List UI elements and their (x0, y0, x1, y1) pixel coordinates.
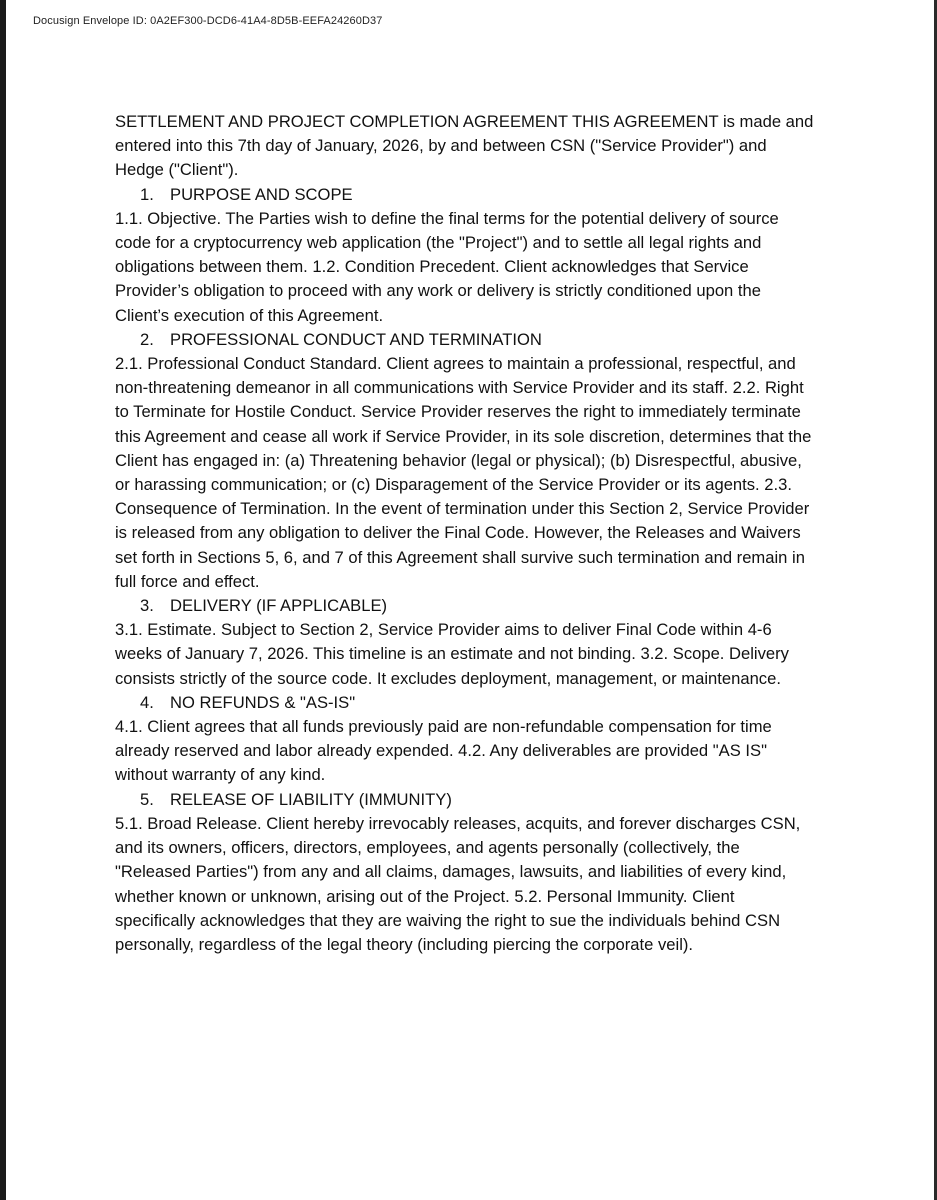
section-heading (115, 183, 815, 207)
envelope-id: Docusign Envelope ID: 0A2EF300-DCD6-41A4-8D5B-EEFA24260D37 (33, 15, 383, 27)
page-left-border (0, 0, 6, 1200)
section-body: 1.1. Objective. The Parties wish to define the final terms for the potential delivery of source code for a cryptocurrency web application (the "Project") and to settle all legal rights and obligations between them. 1.2. Condition Precedent. Client acknowledges that Service Provider’s obligation to proceed with any work or delivery is strictly conditioned upon the Client’s execution of this Agreement. (115, 208, 779, 325)
section-title: PURPOSE AND SCOPE (170, 184, 353, 204)
section-number: 1. (140, 184, 154, 204)
section-title: DELIVERY (IF APPLICABLE) (170, 596, 388, 616)
agreement-body (115, 110, 815, 957)
section-heading (115, 594, 815, 618)
section-title: RELEASE OF LIABILITY (IMMUNITY) (170, 789, 452, 809)
section-number: 4. (140, 692, 154, 712)
section-body: 3.1. Estimate. Subject to Section 2, Service Provider aims to deliver Final Code within 4-6 weeks of January 7, 2026. This timeline is an estimate and not binding. 3.2. Scope. Delivery consists strictly of the source code. It excludes deployment, management, or maintenance. (115, 620, 789, 688)
section-body: 2.1. Professional Conduct Standard. Client agrees to maintain a professional, respectful, and non-threatening demeanor in all communications with Service Provider and its staff. 2.2. Right to Terminate for Hostile Conduct. Service Provider reserves the right to immediately terminate this Agreement and cease all work if Service Provider, in its sole discretion, determines that the Client has engaged in: (a) Threatening behavior (legal or physical); (b) Disrespectful, abusive, or harassing communication; or (c) Disparagement of the Service Provider or its agents. 2.3. Consequence of Termination. In the event of termination under this Section 2, Service Provider is released from any obligation to deliver the Final Code. However, the Releases and Waivers set forth in Sections 5, 6, and 7 of this Agreement shall survive such termination and remain in full force and effect. (115, 354, 812, 591)
section-heading (115, 328, 815, 352)
section-heading (115, 788, 815, 812)
section-number: 5. (140, 789, 154, 809)
section-body: 4.1. Client agrees that all funds previously paid are non-refundable compensation for time already reserved and labor already expended. 4.2. Any deliverables are provided "AS IS" without warranty of any kind. (115, 717, 772, 785)
agreement-intro: SETTLEMENT AND PROJECT COMPLETION AGREEMENT THIS AGREEMENT is made and entered into this 7th day of January, 2026, by and between CSN ("Service Provider") and Hedge ("Client"). (115, 112, 814, 180)
section-number: 3. (140, 596, 154, 616)
section-title: NO REFUNDS & "AS-IS" (170, 692, 356, 712)
section-number: 2. (140, 329, 154, 349)
section-heading (115, 691, 815, 715)
section-title: PROFESSIONAL CONDUCT AND TERMINATION (170, 329, 542, 349)
section-body: 5.1. Broad Release. Client hereby irrevocably releases, acquits, and forever discharges CSN, and its owners, officers, directors, employees, and agents personally (collectively, the "Released Parties") from any and all claims, damages, lawsuits, and liabilities of every kind, whether known or unknown, arising out of the Project. 5.2. Personal Immunity. Client specifically acknowledges that they are waiving the right to sue the individuals behind CSN personally, regardless of the legal theory (including piercing the corporate veil). (115, 813, 801, 954)
